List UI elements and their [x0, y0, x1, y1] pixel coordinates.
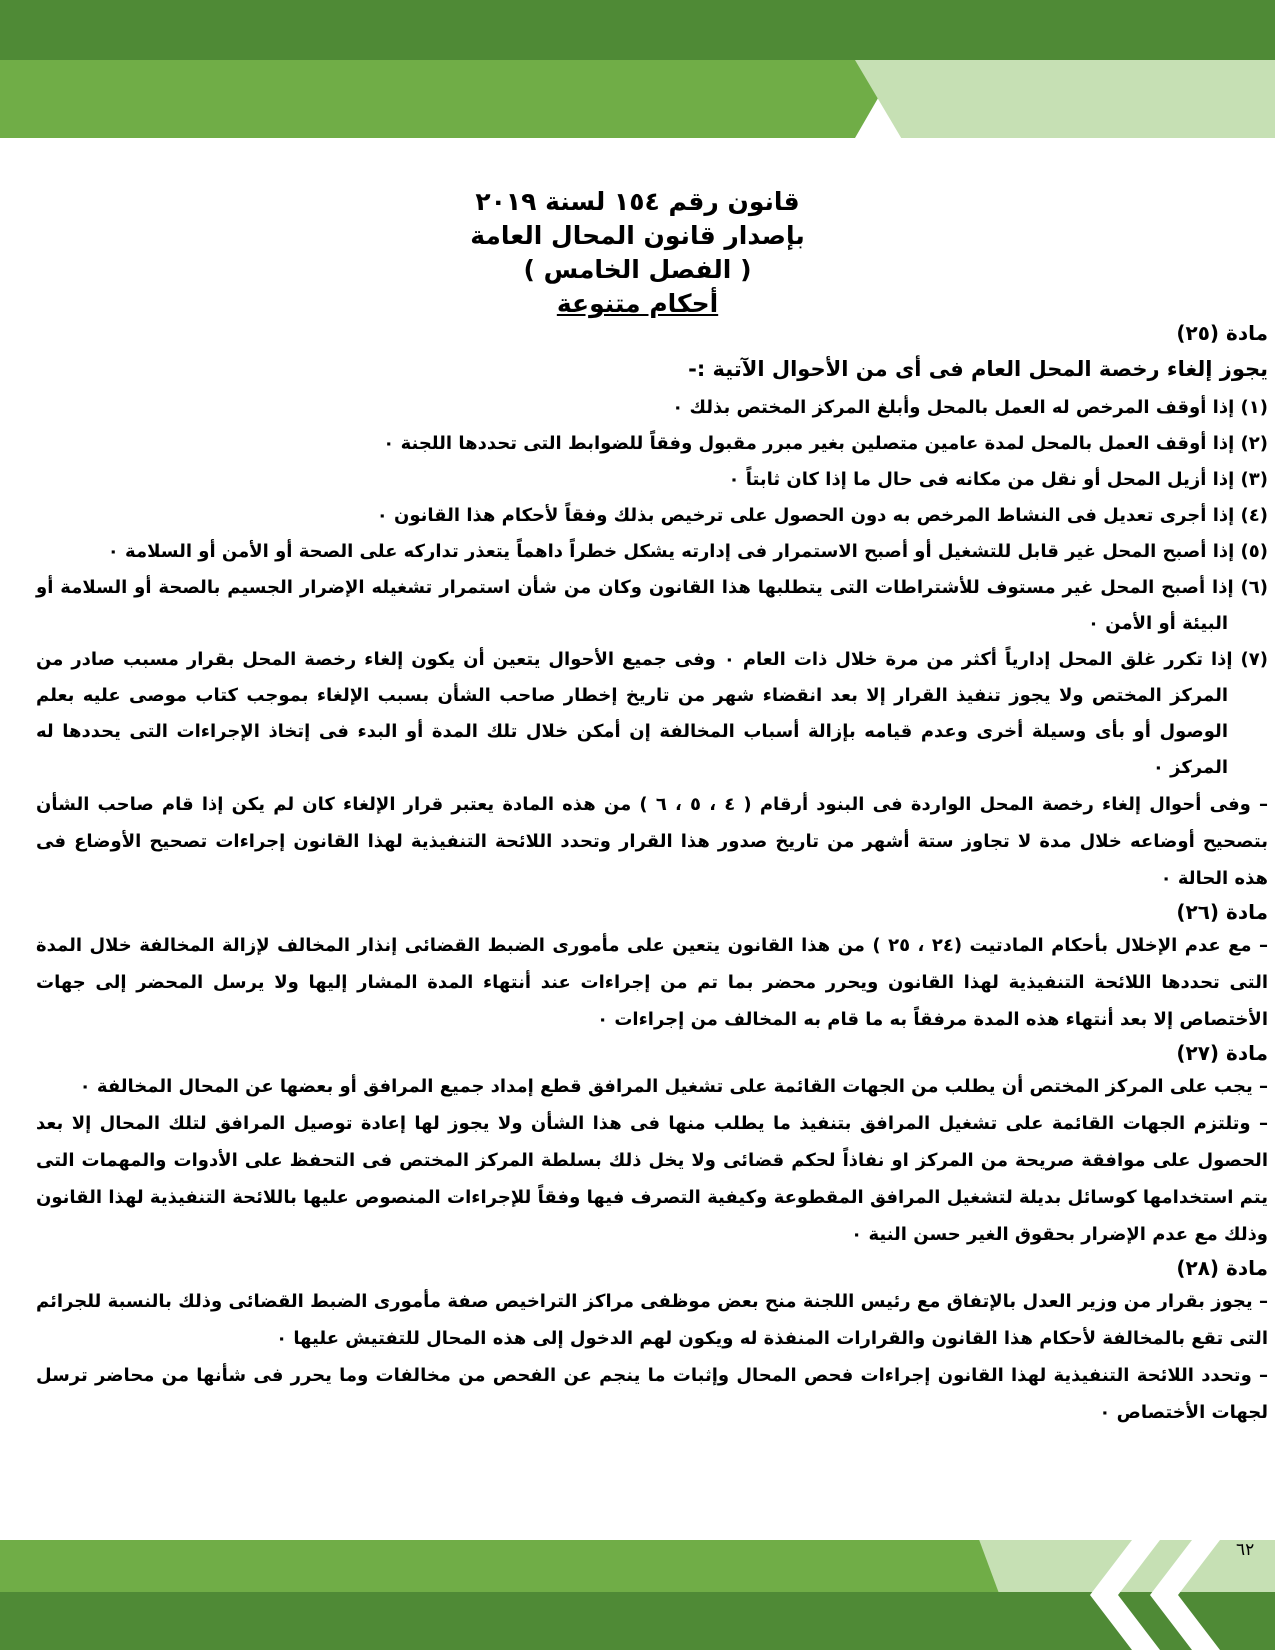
header-band-light — [855, 60, 1275, 138]
article-25-note: – وفى أحوال إلغاء رخصة المحل الواردة فى البنود أرقام ( ٤ ، ٥ ، ٦ ) من هذه المادة يعتبر قرار الإلغاء كان لم يكن إذا قام صاحب الشأن بتصحيح أوضاعه خلال مدة لا تجاوز ستة أشهر من تاريخ صدور هذا القرار وتحدد اللائحة التنفيذية لهذا القانون إجراءات تصحيح الأوضاع فى هذه الحالة ٠ — [36, 794, 1269, 889]
article-28-paragraph-1: – يجوز بقرار من وزير العدل بالإتفاق مع رئيس اللجنة منح بعض موظفى مراكز التراخيص صفة مأمورى الضبط القضائى وذلك بالنسبة للجرائم التى تقع بالمخالفة لأحكام هذا القانون والقرارات المنفذة له ويكون لهم الدخول إلى هذه المحال للتفتيش عليها ٠ — [36, 1291, 1268, 1349]
title-line-chapter: ( الفصل الخامس ) — [523, 255, 752, 284]
article-27-paragraph-2: – وتلتزم الجهات القائمة على تشغيل المرافق بتنفيذ ما يطلب منها فى هذا الشأن ولا يجوز لها إعادة توصيل المرافق لتلك المحال إلا بعد الحصول على موافقة صريحة من المركز او نفاذاً لحكم قضائى ولا يخل ذلك بسلطة المركز المختص فى التحفظ على الأدوات والمهمات التى يتم استخدامها كوسائل بديلة لتشغيل المرافق المقطوعة وكيفية التصرف فيها وفقاً للإجراءات المنصوص عليها باللائحة التنفيذية لهذا القانون وذلك مع عدم الإضرار بحقوق الغير حسن النية ٠ — [36, 1113, 1268, 1245]
article-heading-28: مادة (٢٨) — [1176, 1256, 1268, 1280]
article-28-paragraph-2: – وتحدد اللائحة التنفيذية لهذا القانون إجراءات فحص المحال وإثبات ما ينجم عن الفحص من مخالفات وما يحرر فى شأنها من محاضر ترسل لجهات الأختصاص ٠ — [36, 1365, 1268, 1423]
list-item: (٦) إذا أصبح المحل غير مستوف للأشتراطات التى يتطلبها هذا القانون وكان من شأن استمرار تشغيله الإضرار الجسيم بالصحة أو السلامة أو البيئة أو الأمن ٠ — [36, 577, 1268, 634]
document-body — [36, 318, 1268, 1431]
article-heading-25: مادة (٢٥) — [1176, 321, 1268, 345]
list-item: (٤) إذا أجرى تعديل فى النشاط المرخص به دون الحصول على ترخيص بذلك وفقاً لأحكام هذا القانون ٠ — [376, 505, 1268, 526]
footer-band-dark — [0, 1592, 1275, 1650]
article-27-paragraph-1: – يجب على المركز المختص أن يطلب من الجهات القائمة على تشغيل المرافق قطع إمداد جميع المرافق أو بعضها عن المحال المخالفة ٠ — [79, 1076, 1268, 1097]
header-band-mid — [0, 60, 900, 138]
title-line-issuance: بإصدار قانون المحال العامة — [470, 221, 805, 250]
article-25-intro: يجوز إلغاء رخصة المحل العام فى أى من الأحوال الآتية :- — [688, 357, 1268, 381]
list-item: (١) إذا أوقف المرخص له العمل بالمحل وأبلغ المركز المختص بذلك ٠ — [672, 397, 1268, 418]
header-band-dark — [0, 0, 1275, 60]
article-heading-26: مادة (٢٦) — [1176, 900, 1268, 924]
document-title — [0, 185, 1275, 321]
page-number: ٦٢ — [1236, 1540, 1255, 1560]
article-heading-27: مادة (٢٧) — [1176, 1041, 1268, 1065]
list-item: (٢) إذا أوقف العمل بالمحل لمدة عامين متصلين بغير مبرر مقبول وفقاً للضوابط التى تحددها اللجنة ٠ — [383, 433, 1268, 454]
article-26-paragraph: – مع عدم الإخلال بأحكام المادتيت (٢٤ ، ٢٥ ) من هذا القانون يتعين على مأمورى الضبط القضائى إنذار المخالف لإزالة المخالفة خلال المدة التى تحددها اللائحة التنفيذية لهذا القانون ويحرر محضر بما تم من إجراءات عند أنتهاء المدة المشار إليها ولا يرسل المحضر إلى جهات الأختصاص إلا بعد أنتهاء هذه المدة مرفقاً به ما قام به المخالف من إجراءات ٠ — [36, 935, 1269, 1030]
list-item: (٧) إذا تكرر غلق المحل إدارياً أكثر من مرة خلال ذات العام ٠ وفى جميع الأحوال يتعين أن يكون إلغاء رخصة المحل بقرار مسبب صادر من المركز المختص ولا يجوز تنفيذ القرار إلا بعد انقضاء شهر من تاريخ إخطار صاحب الشأن بسبب الإلغاء بموجب كتاب موصى عليه بعلم الوصول أو بأى وسيلة أخرى وعدم قيامه بإزالة أسباب المخالفة إن أمكن خلال تلك المدة أو البدء فى إتخاذ الإجراءات التى يحددها له المركز ٠ — [36, 649, 1268, 778]
list-item: (٥) إذا أصبح المحل غير قابل للتشغيل أو أصبح الاستمرار فى إدارته يشكل خطراً داهماً يتعذر تداركه على الصحة أو الأمن أو السلامة ٠ — [107, 541, 1268, 562]
title-line-section: أحكام متنوعة — [556, 289, 719, 318]
list-item: (٣) إذا أزيل المحل أو نقل من مكانه فى حال ما إذا كان ثابتاً ٠ — [728, 469, 1268, 490]
title-line-law: قانون رقم ١٥٤ لسنة ٢٠١٩ — [475, 187, 800, 216]
